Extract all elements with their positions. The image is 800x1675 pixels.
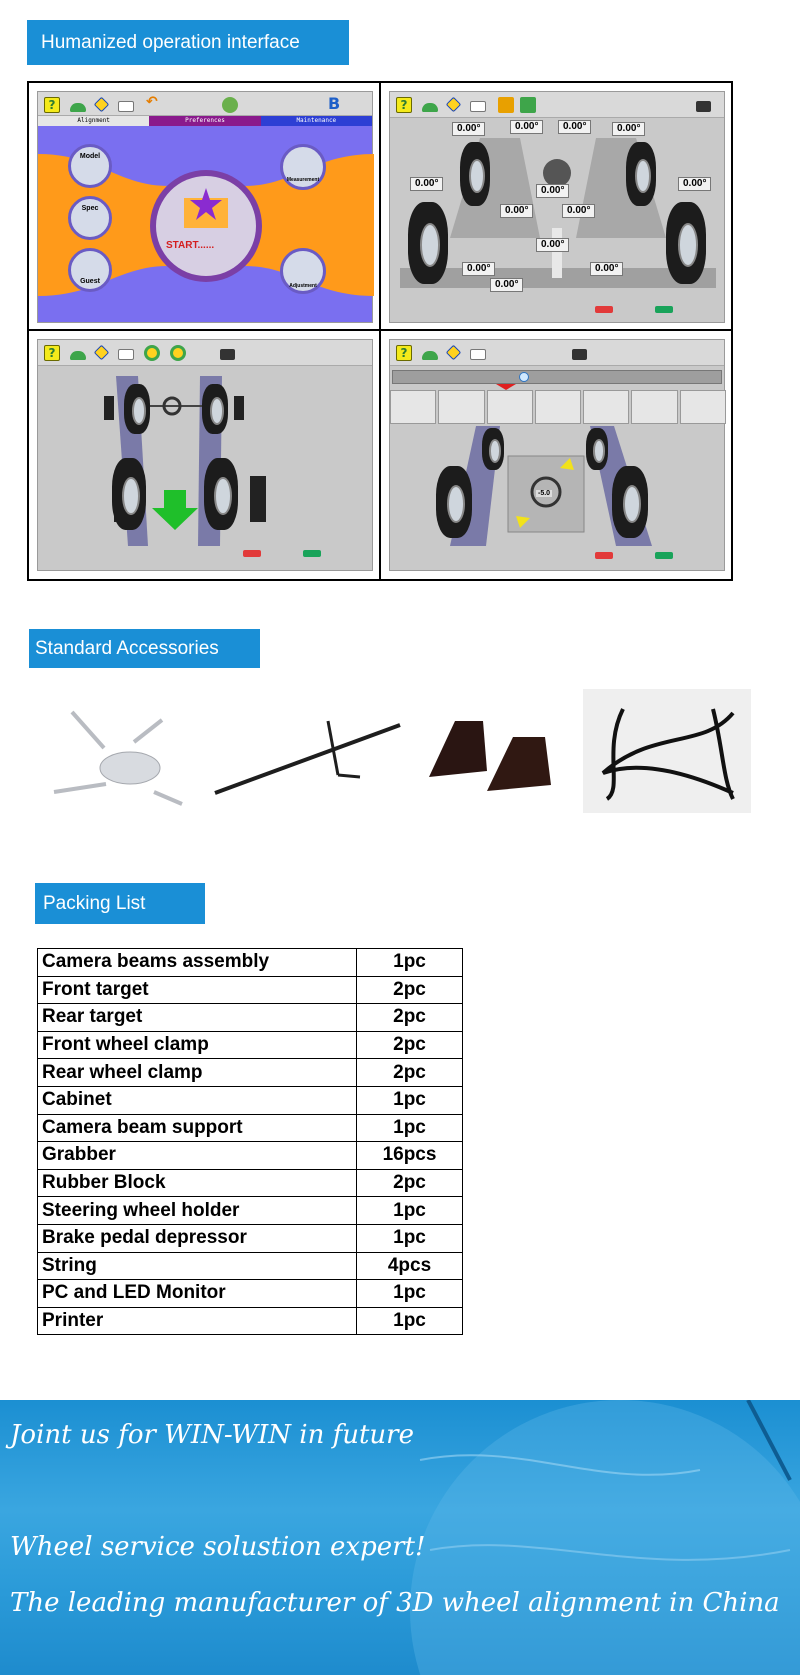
item-quantity: 2pc	[357, 1059, 463, 1087]
item-quantity: 2pc	[357, 1004, 463, 1032]
cancel-button[interactable]	[243, 550, 261, 557]
item-name: Front wheel clamp	[38, 1031, 357, 1059]
camera-icon[interactable]	[572, 349, 587, 360]
wheel-rear-left	[112, 458, 146, 530]
ok-button[interactable]	[655, 306, 673, 313]
item-quantity: 16pcs	[357, 1142, 463, 1170]
packing-list-table	[37, 948, 463, 1335]
measurement-button[interactable]: Measurement	[280, 144, 326, 190]
accessories-title: Standard Accessories	[29, 629, 260, 668]
total-toe-rear: 0.00°	[536, 238, 569, 252]
target-icon[interactable]	[170, 345, 186, 361]
table-row	[38, 1031, 463, 1059]
cancel-button[interactable]	[595, 552, 613, 559]
help-icon[interactable]: ?	[44, 345, 60, 361]
table-row	[38, 1086, 463, 1114]
table-row	[38, 1114, 463, 1142]
model-button[interactable]: Model	[68, 144, 112, 188]
screen-measurement	[381, 83, 733, 331]
adjustment-button[interactable]: Adjustment	[280, 248, 326, 294]
camber-rear-right: 0.00°	[590, 262, 623, 276]
item-quantity: 1pc	[357, 1197, 463, 1225]
printer-icon[interactable]	[470, 349, 486, 360]
printer-icon[interactable]	[118, 349, 134, 360]
table-row	[38, 1252, 463, 1280]
packing-title: Packing List	[35, 883, 205, 924]
toe-front-right: 0.00°	[558, 120, 591, 134]
step-bar	[390, 390, 726, 424]
ok-button[interactable]	[655, 552, 673, 559]
item-quantity: 1pc	[357, 1224, 463, 1252]
arrow-down-icon	[152, 490, 198, 530]
camera-icon[interactable]	[220, 349, 235, 360]
step-icon[interactable]	[390, 390, 436, 424]
item-quantity: 1pc	[357, 949, 463, 977]
item-name: Printer	[38, 1307, 357, 1335]
wheel-rear-right	[612, 466, 648, 538]
table-row	[38, 1197, 463, 1225]
table-row	[38, 1307, 463, 1335]
total-toe-front: 0.00°	[536, 184, 569, 198]
item-quantity: 1pc	[357, 1086, 463, 1114]
ok-button[interactable]	[303, 550, 321, 557]
thrust-angle: 0.00°	[490, 278, 523, 292]
toe-front-left: 0.00°	[510, 120, 543, 134]
slider-handle[interactable]	[519, 372, 529, 382]
diamond-icon[interactable]	[94, 345, 110, 361]
tab-bar	[38, 116, 372, 126]
help-icon[interactable]: ?	[396, 97, 412, 113]
toolbar	[38, 340, 372, 366]
brand-logo: B	[328, 94, 341, 113]
item-name: Grabber	[38, 1142, 357, 1170]
diamond-icon[interactable]	[446, 97, 462, 113]
interface-screenshots	[27, 81, 733, 581]
tab-preferences[interactable]: Preferences	[149, 116, 260, 126]
car-icon[interactable]	[70, 351, 86, 360]
item-quantity: 2pc	[357, 1169, 463, 1197]
item-quantity: 4pcs	[357, 1252, 463, 1280]
item-quantity: 1pc	[357, 1307, 463, 1335]
back-icon[interactable]: ↶	[146, 94, 158, 110]
item-name: PC and LED Monitor	[38, 1280, 357, 1308]
banner-line-2: Wheel service solustion expert!	[10, 1532, 426, 1562]
printer-icon[interactable]	[118, 101, 134, 112]
wheel-front-left	[482, 428, 504, 470]
table-row	[38, 1059, 463, 1087]
wheel-rear-left	[408, 202, 448, 284]
table-row	[38, 949, 463, 977]
wheel-front-left	[124, 384, 150, 434]
caster-left: 0.00°	[410, 177, 443, 191]
wheel-rear-left	[436, 466, 472, 538]
bungee-string-image	[583, 689, 751, 813]
toolbar	[390, 340, 724, 366]
item-name: String	[38, 1252, 357, 1280]
wheel-front-right	[626, 142, 656, 206]
item-name: Rear target	[38, 1004, 357, 1032]
steer-value: -5.0	[538, 490, 551, 497]
diamond-icon[interactable]	[94, 97, 110, 113]
cancel-button[interactable]	[595, 306, 613, 313]
diamond-icon[interactable]	[446, 345, 462, 361]
tab-maintenance[interactable]: Maintenance	[261, 116, 372, 126]
footer-banner	[0, 1400, 800, 1675]
car-icon[interactable]	[422, 351, 438, 360]
interface-title: Humanized operation interface	[27, 20, 349, 65]
toolbar	[390, 92, 724, 118]
sai-right: 0.00°	[562, 204, 595, 218]
item-name: Rear wheel clamp	[38, 1059, 357, 1087]
wheel-front-left	[460, 142, 490, 206]
globe-icon	[222, 97, 238, 113]
tab-alignment[interactable]: Alignment	[38, 116, 149, 126]
table-row	[38, 1224, 463, 1252]
item-quantity: 2pc	[357, 976, 463, 1004]
table-row	[38, 1169, 463, 1197]
step-icon[interactable]	[680, 390, 726, 424]
sai-left: 0.00°	[500, 204, 533, 218]
item-name: Steering wheel holder	[38, 1197, 357, 1225]
screen-target-setup	[29, 331, 381, 579]
item-quantity: 1pc	[357, 1280, 463, 1308]
camber-front-right: 0.00°	[612, 122, 645, 136]
camber-front-left: 0.00°	[452, 122, 485, 136]
item-quantity: 2pc	[357, 1031, 463, 1059]
item-name: Cabinet	[38, 1086, 357, 1114]
printer-icon[interactable]	[470, 101, 486, 112]
step-icon[interactable]	[631, 390, 677, 424]
camber-rear-left: 0.00°	[462, 262, 495, 276]
wrench-icon[interactable]	[498, 97, 514, 113]
banner-line-1: Joint us for WIN-WIN in future	[10, 1420, 414, 1450]
step-icon[interactable]	[487, 390, 533, 424]
car-icon[interactable]	[70, 103, 86, 112]
spec-button[interactable]: Spec	[68, 196, 112, 240]
item-name: Camera beam support	[38, 1114, 357, 1142]
steering-wheel-icon[interactable]	[535, 390, 581, 424]
caster-right: 0.00°	[678, 177, 711, 191]
step-icon[interactable]	[583, 390, 629, 424]
item-name: Front target	[38, 976, 357, 1004]
progress-slider[interactable]	[392, 370, 722, 384]
wheel-clamp-image	[44, 700, 194, 815]
guest-button[interactable]: Guest	[68, 248, 112, 292]
item-name: Brake pedal depressor	[38, 1224, 357, 1252]
target-icon[interactable]	[144, 345, 160, 361]
car-icon[interactable]	[422, 103, 438, 112]
banner-line-3: The leading manufacturer of 3D wheel alignment in China	[10, 1588, 780, 1618]
table-row	[38, 1004, 463, 1032]
table-row	[38, 976, 463, 1004]
camera-icon[interactable]	[696, 101, 711, 112]
screen-steering	[381, 331, 733, 579]
table-row	[38, 1142, 463, 1170]
table-row	[38, 1280, 463, 1308]
wheel-rear-right	[666, 202, 706, 284]
step-icon[interactable]	[438, 390, 484, 424]
wrench-icon[interactable]	[520, 97, 536, 113]
toolbar	[38, 92, 372, 116]
wheel-rear-right	[204, 458, 238, 530]
item-quantity: 1pc	[357, 1114, 463, 1142]
rubber-block-image	[425, 715, 565, 795]
item-name: Rubber Block	[38, 1169, 357, 1197]
help-icon[interactable]: ?	[44, 97, 60, 113]
screen-main-menu	[29, 83, 381, 331]
item-name: Camera beams assembly	[38, 949, 357, 977]
wheel-front-right	[202, 384, 228, 434]
help-icon[interactable]: ?	[396, 345, 412, 361]
steering-holder-image	[210, 715, 405, 800]
wheel-front-right	[586, 428, 608, 470]
start-label[interactable]: START......	[166, 240, 215, 251]
